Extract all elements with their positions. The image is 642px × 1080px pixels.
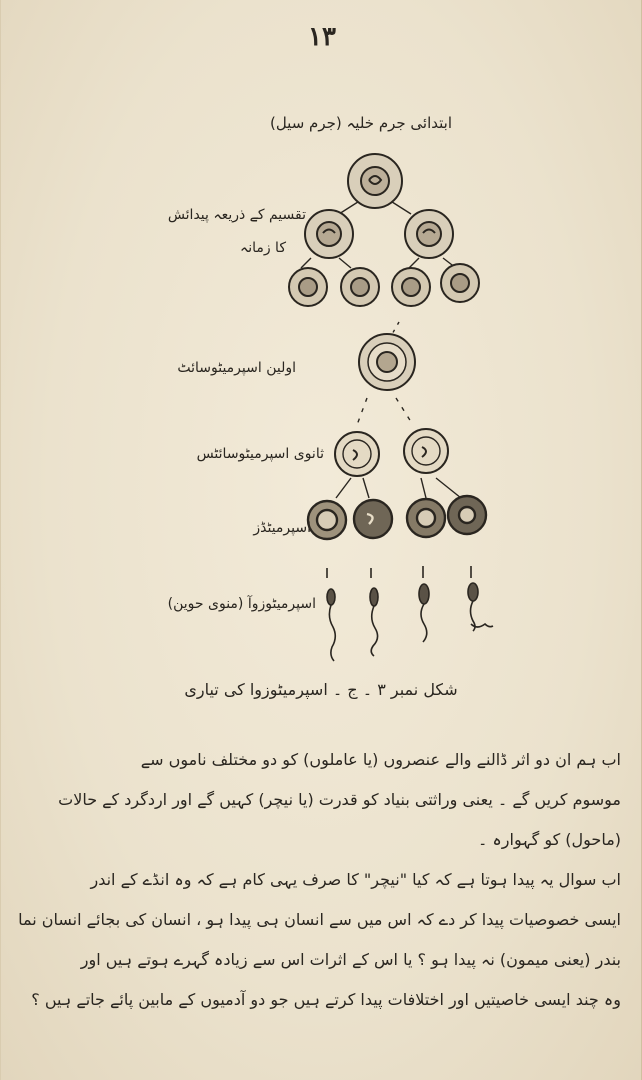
paragraph	[18, 860, 621, 1020]
connector	[436, 478, 461, 498]
spermatozoon	[370, 588, 378, 656]
text-line: اب ہم ان دو اثر ڈالنے والے عنصروں (یا عاملوں) کو دو مختلف ناموں سے	[140, 750, 621, 769]
secondary-spermatocyte	[335, 432, 379, 476]
text-line: بندر (یعنی میمون) نہ پیدا ہو ؟ یا اس کے اثرات اس سے زیادہ گہرے ہوتے ہیں اور	[80, 950, 621, 969]
spermatozoon	[327, 589, 335, 661]
connector	[363, 478, 369, 498]
dividing-cell	[405, 210, 453, 258]
connector	[396, 398, 413, 425]
figure-caption: شکل نمبر ۳ ۔ ج ۔ اسپرمیٹوزوا کی تیاری	[184, 680, 458, 699]
dividing-cell	[392, 268, 430, 306]
label-period: کا زمانہ	[239, 240, 286, 256]
text-line: اب سوال یہ پیدا ہوتا ہے کہ کیا "نیچر" کا صرف یہی کام ہے کہ وہ انڈے کے اندر	[90, 870, 621, 889]
paragraph	[31, 740, 621, 860]
page-number: ۱۳	[308, 22, 336, 52]
text-line: ایسی خصوصیات پیدا کر دے کہ اس میں سے انسان ہی پیدا ہو ، انسان کی بجائے انسان نما	[18, 910, 621, 929]
figure-title: ابتدائی جرم خلیہ (جرم سیل)	[269, 114, 453, 132]
text-line: وہ چند ایسی خاصیتیں اور اختلافات پیدا کرتے ہیں جو دو آدمیوں کے مابین پائے جاتے ہیں ؟	[31, 990, 621, 1009]
spermatid	[308, 501, 346, 539]
connector	[357, 398, 367, 425]
spermatozoon	[419, 584, 429, 642]
primary-spermatocyte	[359, 334, 415, 390]
dividing-cell	[289, 268, 327, 306]
connector	[301, 258, 311, 268]
text-line: موسوم کریں گے ۔ یعنی وراثتی بنیاد کو قدرت (یا نیچر) کہیں گے اور اردگرد کے حالات	[58, 790, 621, 809]
label-division: تقسیم کے ذریعہ پیدائش	[167, 207, 306, 223]
dividing-cell	[441, 264, 479, 302]
dividing-cell	[305, 210, 353, 258]
label-spermatids: اسپرمیٹڈز	[253, 520, 311, 536]
germ-cell	[348, 154, 402, 208]
spermatogenesis-diagram	[1, 0, 642, 680]
connector	[339, 258, 351, 268]
secondary-spermatocyte	[404, 429, 448, 473]
connector	[409, 258, 419, 268]
connector	[336, 478, 351, 498]
spermatid	[448, 496, 486, 534]
dividing-cell	[341, 268, 379, 306]
connector	[421, 478, 426, 498]
label-secondary-spermatocytes: ثانوی اسپرمیٹوسائٹس	[196, 446, 324, 462]
text-line: (ماحول) کو گہوارہ ۔	[477, 830, 621, 849]
spermatozoon	[468, 583, 493, 631]
spermatid	[354, 500, 392, 538]
label-spermatozoa: اسپرمیٹوزوآ (منوی حوین)	[167, 596, 316, 612]
spermatid	[407, 499, 445, 537]
label-primary-spermatocyte: اولین اسپرمیٹوسائٹ	[177, 360, 296, 376]
